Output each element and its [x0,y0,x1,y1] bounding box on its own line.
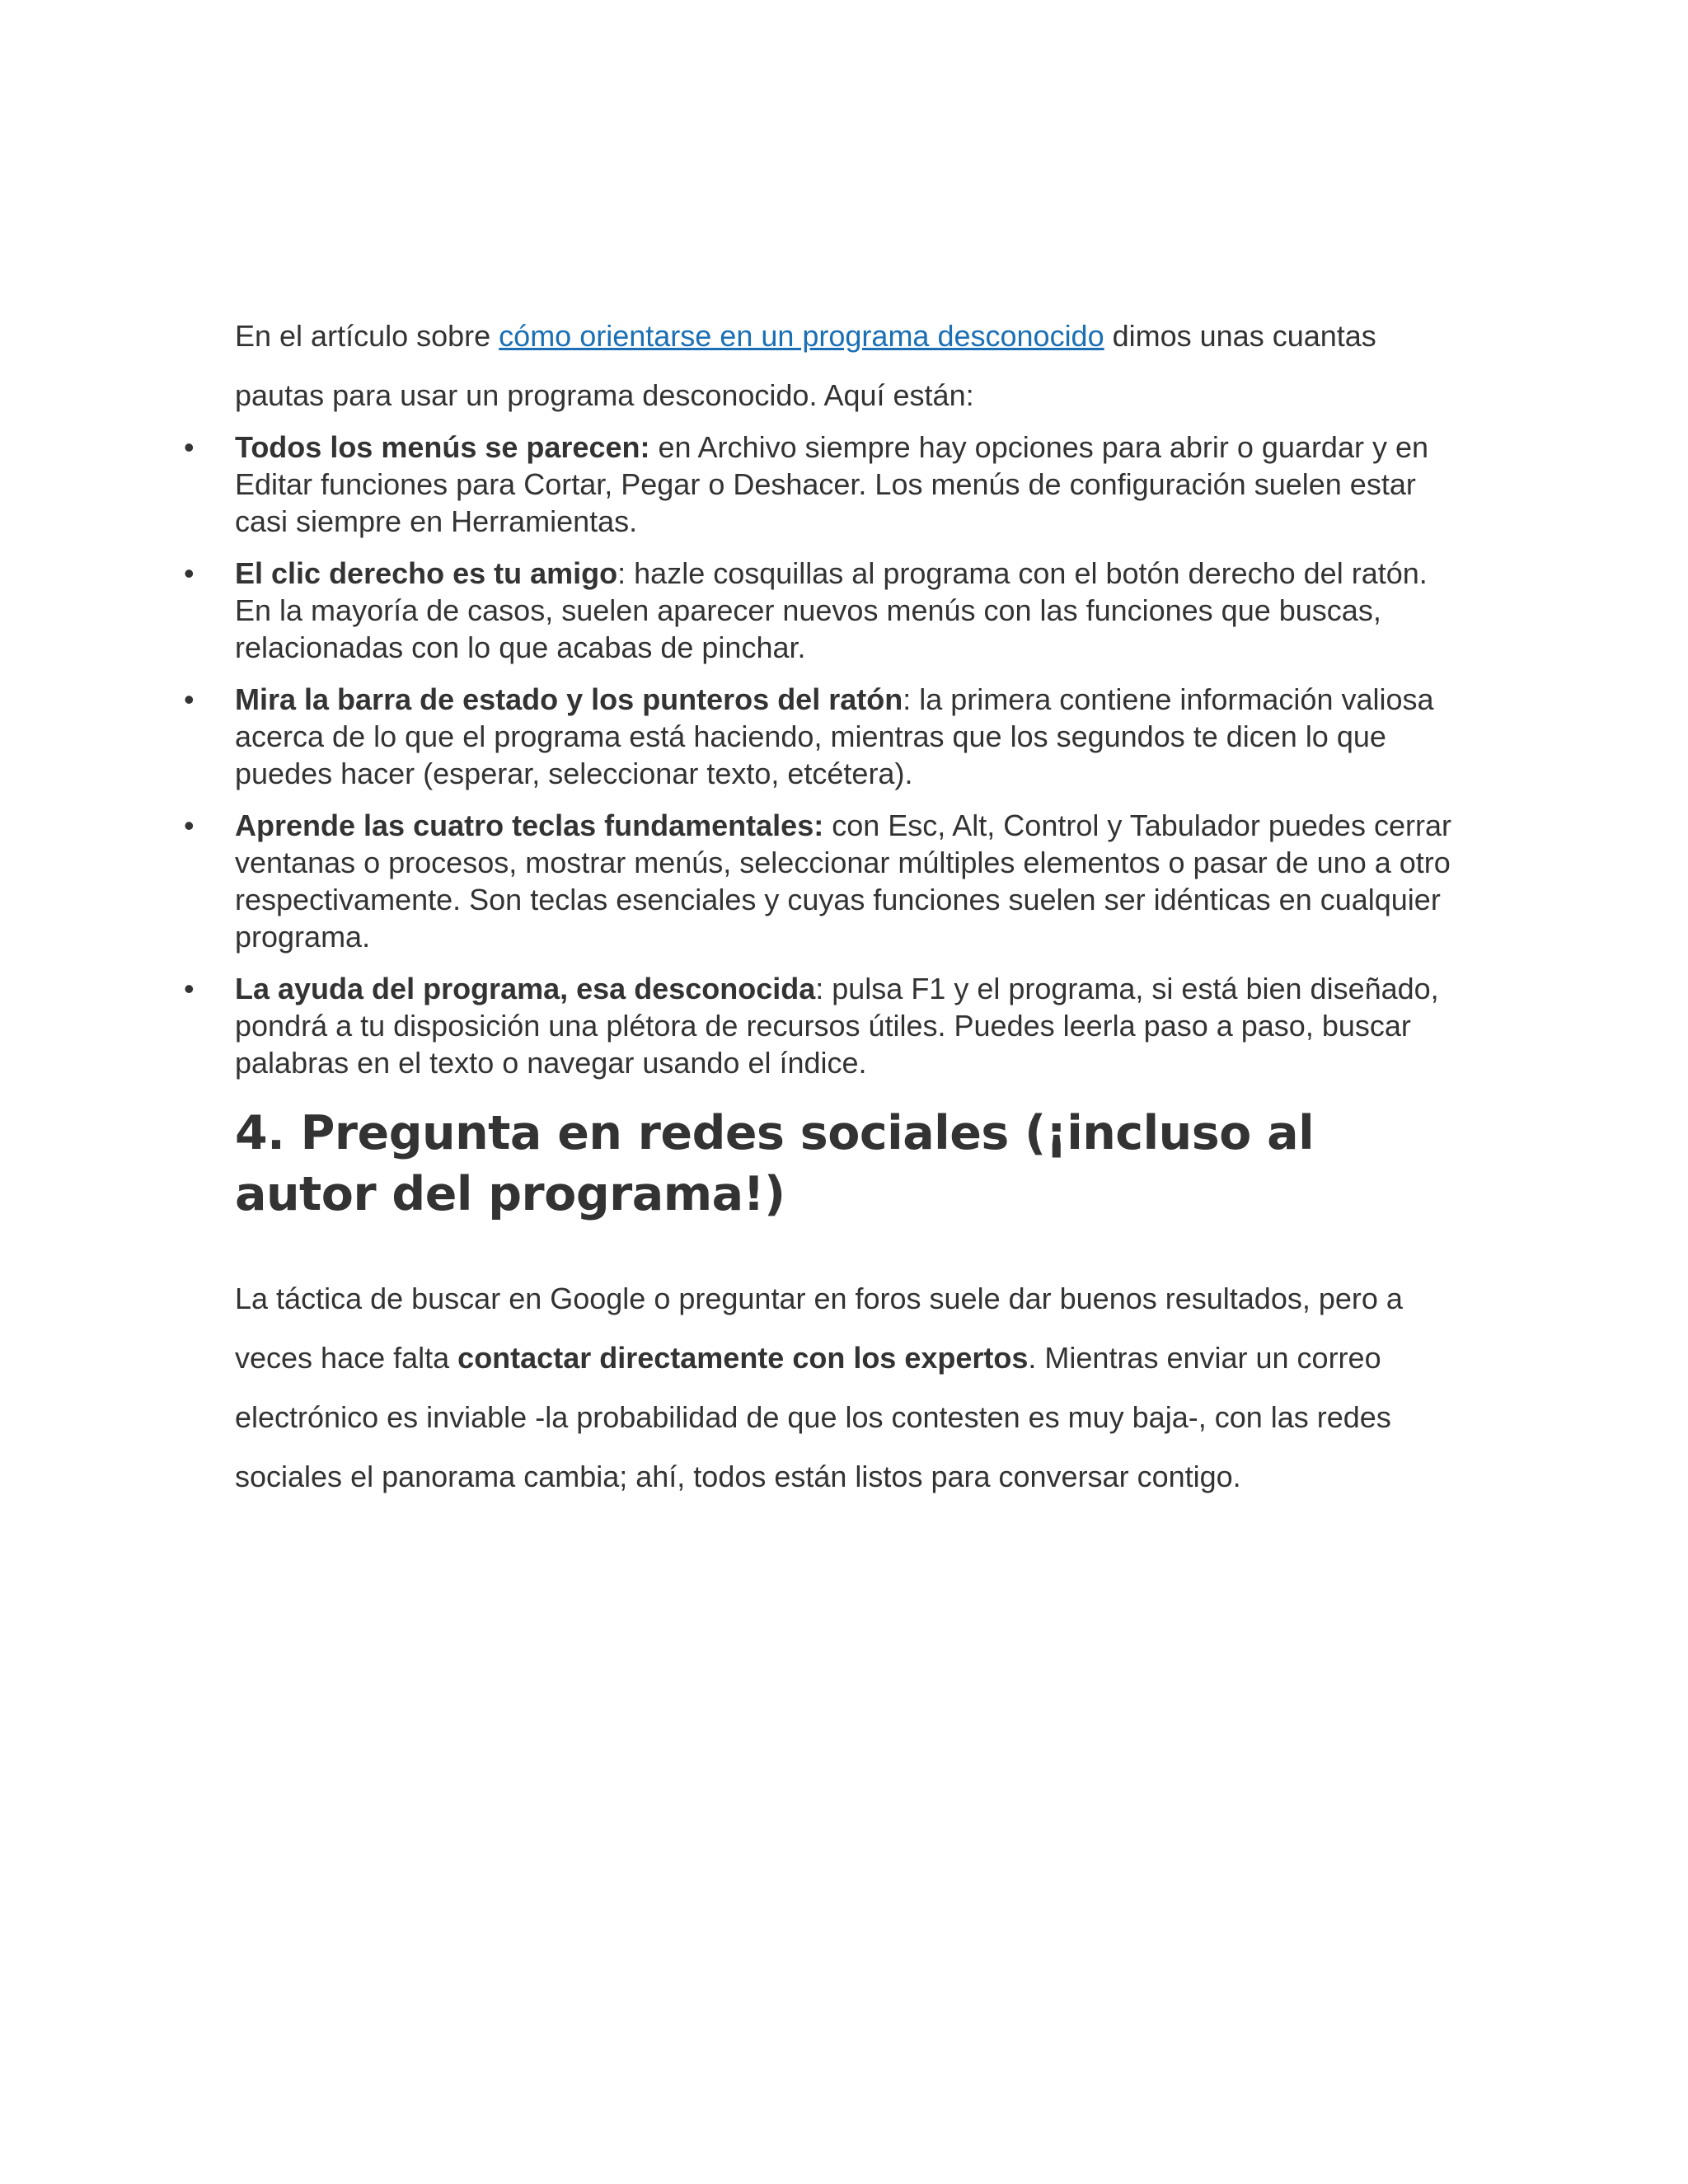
list-item-title: Aprende las cuatro teclas fundamentales: [235,808,824,842]
list-item-text: en Archivo siempre hay opciones para abrir o guardar y en Editar funciones para Cortar, Pegar o Deshacer. Los menús de configuración suelen estar casi siempre en Herramientas. [235,430,1429,538]
section-text-after: . Mientras enviar un correo electrónico es inviable -la probabilidad de que los contesten es muy baja-, con las redes sociales el panorama cambia; ahí, todos están listos para conversar contigo. [235,1341,1391,1493]
intro-text-after: dimos unas cuantas pautas para usar un programa desconocido. Aquí están: [235,319,1376,412]
list-item-title: Todos los menús se parecen: [235,430,650,464]
bullet-icon: • [184,556,195,590]
list-item-title: Mira la barra de estado y los punteros del ratón [235,682,903,716]
list-item-text: : la primera contiene información valiosa acerca de lo que el programa está haciendo, mientras que los segundos te dicen lo que puedes hacer (esperar, seleccionar texto, etcétera). [235,682,1434,790]
list-item-title: La ayuda del programa, esa desconocida [235,972,816,1005]
list-item [184,970,1455,1081]
article-link[interactable]: cómo orientarse en un programa desconocido [499,319,1104,353]
list-item [184,807,1455,955]
tips-list [184,429,1455,1081]
section-text-bold: contactar directamente con los expertos [457,1341,1029,1375]
list-item-title: El clic derecho es tu amigo [235,556,618,590]
list-item-text: : pulsa F1 y el programa, si está bien diseñado, pondrá a tu disposición una plétora de recursos útiles. Puedes leerla paso a paso, buscar palabras en el texto o navegar usando el índice. [235,972,1439,1080]
intro-text-before: En el artículo sobre [235,319,499,353]
bullet-icon: • [184,972,195,1005]
section-text-before: La táctica de buscar en Google o preguntar en foros suele dar buenos resultados, pero a veces hace falta [235,1282,1403,1375]
document-content [184,307,1455,1507]
section-heading: 4. Pregunta en redes sociales (¡incluso al autor del programa!) [235,1106,1315,1221]
list-item-text: con Esc, Alt, Control y Tabulador puedes cerrar ventanas o procesos, mostrar menús, seleccionar múltiples elementos o pasar de uno a otro respectivamente. Son teclas esenciales y cuyas funciones suelen ser idénticas en cualquier programa. [235,808,1451,954]
bullet-icon: • [184,682,195,716]
bullet-icon: • [184,430,195,464]
bullet-icon: • [184,808,195,842]
section-paragraph [235,1269,1455,1507]
list-item [184,429,1455,540]
list-item-text: : hazle cosquillas al programa con el botón derecho del ratón. En la mayoría de casos, suelen aparecer nuevos menús con las funciones que buscas, relacionadas con lo que acabas de pinchar. [235,556,1428,664]
list-item [184,681,1455,792]
list-item [184,555,1455,666]
intro-paragraph [235,307,1455,425]
